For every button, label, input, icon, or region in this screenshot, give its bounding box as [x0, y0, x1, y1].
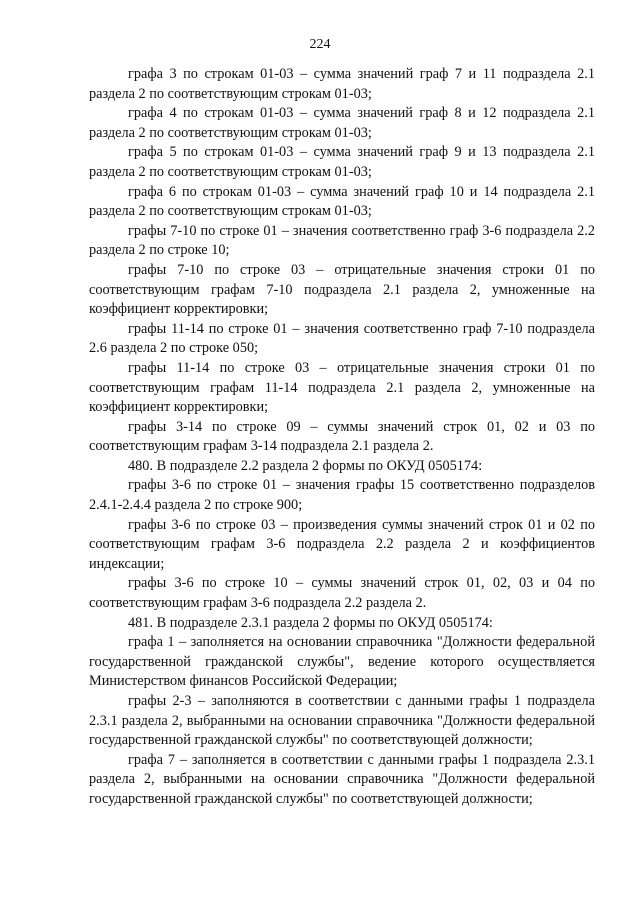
- paragraph: графа 3 по строкам 01-03 – сумма значений граф 7 и 11 подраздела 2.1 раздела 2 по соответствующим строкам 01-03;: [89, 66, 595, 102]
- section-heading-481: 481. В подразделе 2.3.1 раздела 2 формы по ОКУД 0505174:: [128, 614, 493, 631]
- paragraph: графа 1 – заполняется на основании справочника "Должности федеральной государственной гражданской службы", ведение которого осуществляется Министерством финансов Российской Федерации;: [89, 634, 595, 690]
- document-body: [89, 65, 595, 810]
- paragraph: графа 4 по строкам 01-03 – сумма значений граф 8 и 12 подраздела 2.1 раздела 2 по соответствующим строкам 01-03;: [89, 105, 595, 141]
- paragraph: графа 7 – заполняется в соответствии с данными графы 1 подраздела 2.3.1 раздела 2, выбранными на основании справочника "Должности федеральной государственной гражданской службы" по соответствующей должности;: [89, 751, 595, 807]
- paragraph: графы 7-10 по строке 01 – значения соответственно граф 3-6 подраздела 2.2 раздела 2 по строке 10;: [89, 222, 595, 259]
- paragraph: графа 5 по строкам 01-03 – сумма значений граф 9 и 13 подраздела 2.1 раздела 2 по соответствующим строкам 01-03;: [89, 144, 595, 180]
- paragraph: графа 6 по строкам 01-03 – сумма значений граф 10 и 14 подраздела 2.1 раздела 2 по соответствующим строкам 01-03;: [89, 183, 595, 220]
- paragraph: графы 3-6 по строке 10 – суммы значений строк 01, 02, 03 и 04 по соответствующим графам 3-6 подраздела 2.2 раздела 2.: [89, 575, 595, 612]
- paragraph: графы 3-14 по строке 09 – суммы значений строк 01, 02 и 03 по соответствующим графам 3-14 подраздела 2.1 раздела 2.: [89, 418, 595, 455]
- paragraph: графы 11-14 по строке 01 – значения соответственно граф 7-10 подраздела 2.6 раздела 2 по строке 050;: [89, 320, 595, 357]
- paragraph: графы 3-6 по строке 03 – произведения суммы значений строк 01 и 02 по соответствующим графам 3-6 подраздела 2.2 раздела 2 и коэффициентов индексации;: [89, 516, 595, 572]
- paragraph: графы 2-3 – заполняются в соответствии с данными графы 1 подраздела 2.3.1 раздела 2, выбранными на основании справочника "Должности федеральной государственной гражданской службы" по соответствующей должности;: [89, 693, 595, 749]
- paragraph: графы 11-14 по строке 03 – отрицательные значения строки 01 по соответствующим графам 11-14 подраздела 2.1 раздела 2, умноженные на коэффициент корректировки;: [89, 359, 595, 416]
- paragraph: графы 3-6 по строке 01 – значения графы 15 соответственно подразделов 2.4.1-2.4.4 раздела 2 по строке 900;: [89, 477, 595, 514]
- page-number: 224: [309, 37, 331, 52]
- section-heading-480: 480. В подразделе 2.2 раздела 2 формы по ОКУД 0505174:: [128, 457, 483, 474]
- paragraph: графы 7-10 по строке 03 – отрицательные значения строки 01 по соответствующим графам 7-10 подраздела 2.1 раздела 2, умноженные на коэффициент корректировки;: [89, 261, 595, 318]
